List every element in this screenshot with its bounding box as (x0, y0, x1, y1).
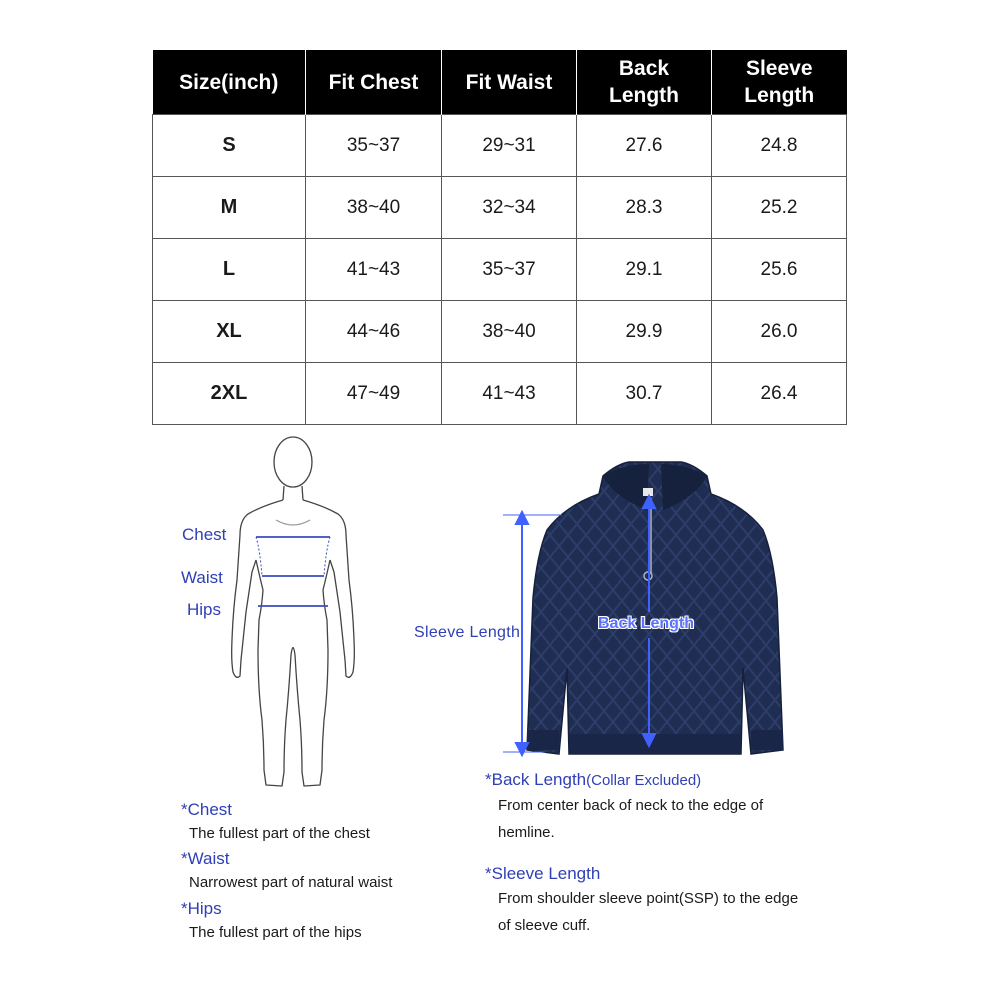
sleeve-length-label: Sleeve Length (414, 624, 521, 641)
measurement-cell: 25.6 (712, 239, 847, 301)
size-cell: 2XL (153, 363, 306, 425)
measurement-cell: 27.6 (577, 115, 712, 177)
chest-description: The fullest part of the chest (189, 825, 370, 842)
table-body (153, 115, 847, 425)
back-length-term-text: *Back Length (485, 770, 587, 789)
measurement-cell: 44~46 (306, 301, 442, 363)
measurement-cell: 41~43 (306, 239, 442, 301)
measurement-cell: 25.2 (712, 177, 847, 239)
chest-label: Chest (182, 525, 227, 544)
table-row (153, 301, 847, 363)
back-length-description-2: hemline. (498, 824, 555, 841)
table-row (153, 363, 847, 425)
back-length-note: (Collar Excluded) (586, 772, 702, 789)
column-header: Back Length (577, 50, 712, 115)
size-cell: S (153, 115, 306, 177)
measurement-cell: 26.0 (712, 301, 847, 363)
sweater-icon (505, 458, 805, 758)
measurement-cell: 29.1 (577, 239, 712, 301)
back-length-description-1: From center back of neck to the edge of (498, 797, 764, 814)
back-length-term (485, 770, 701, 790)
measurement-cell: 30.7 (577, 363, 712, 425)
size-table (152, 50, 847, 425)
measurement-cell: 24.8 (712, 115, 847, 177)
measurement-cell: 35~37 (306, 115, 442, 177)
measurement-cell: 32~34 (442, 177, 577, 239)
table-row (153, 239, 847, 301)
column-header: Fit Waist (442, 50, 577, 115)
column-header: Sleeve Length (712, 50, 847, 115)
table-row (153, 115, 847, 177)
table-row (153, 177, 847, 239)
measurement-cell: 47~49 (306, 363, 442, 425)
size-cell: XL (153, 301, 306, 363)
size-cell: L (153, 239, 306, 301)
measurement-cell: 29~31 (442, 115, 577, 177)
sleeve-length-description-2: of sleeve cuff. (498, 917, 591, 934)
hips-term: *Hips (181, 899, 222, 918)
back-length-label: Back Length (598, 615, 695, 632)
sleeve-length-description-1: From shoulder sleeve point(SSP) to the edge (498, 890, 799, 907)
waist-label: Waist (181, 568, 223, 587)
sleeve-length-term: *Sleeve Length (485, 864, 601, 883)
measurement-cell: 38~40 (442, 301, 577, 363)
measurement-cell: 28.3 (577, 177, 712, 239)
hips-label: Hips (187, 600, 222, 619)
measurement-cell: 29.9 (577, 301, 712, 363)
chest-term: *Chest (181, 800, 233, 819)
waist-description: Narrowest part of natural waist (189, 874, 393, 891)
hips-description: The fullest part of the hips (189, 924, 362, 941)
column-header: Fit Chest (306, 50, 442, 115)
measurement-cell: 41~43 (442, 363, 577, 425)
waist-term: *Waist (181, 849, 230, 868)
measurement-cell: 26.4 (712, 363, 847, 425)
column-header: Size(inch) (153, 50, 306, 115)
table-header-row (153, 50, 847, 115)
measurement-cell: 38~40 (306, 177, 442, 239)
measurement-cell: 35~37 (442, 239, 577, 301)
size-cell: M (153, 177, 306, 239)
